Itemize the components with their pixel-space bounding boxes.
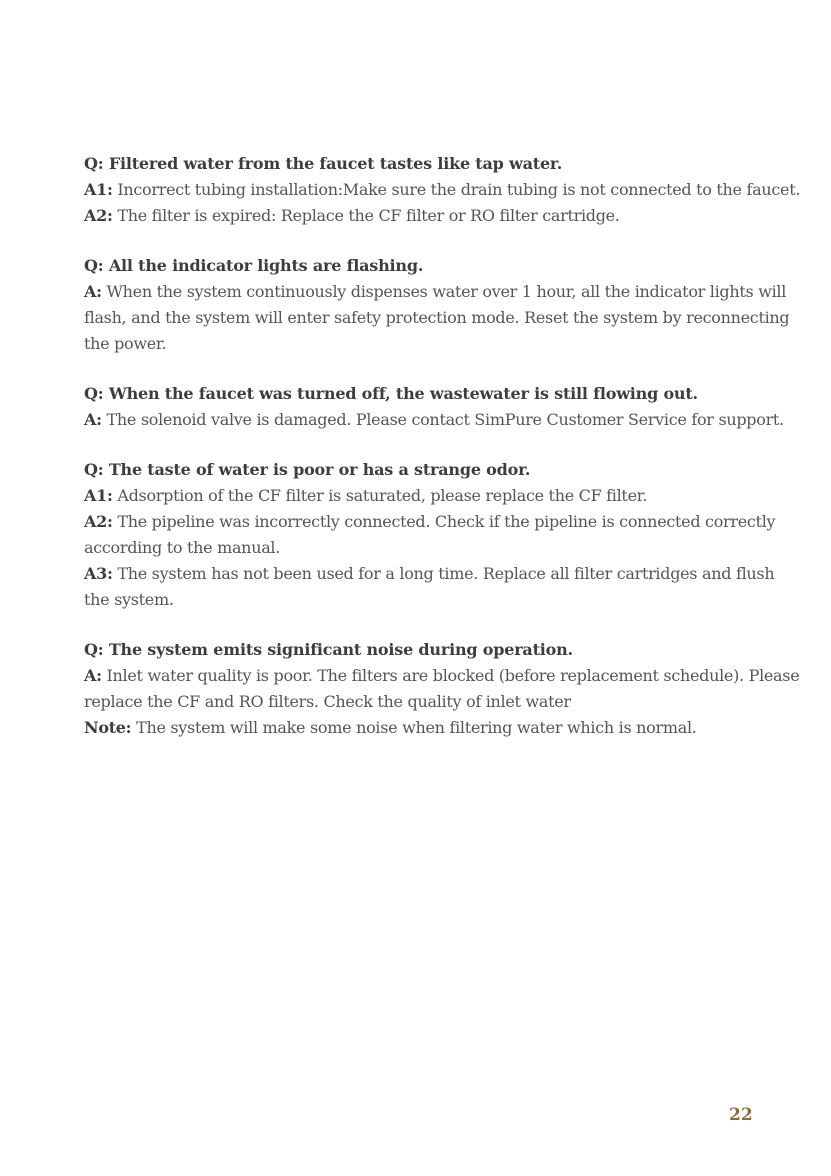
faq-content [84, 151, 804, 765]
answer-text: Incorrect tubing installation:Make sure the drain tubing is not connected to the faucet. [112, 180, 801, 199]
page-number: 22 [729, 1105, 753, 1125]
answer [84, 177, 804, 203]
faq-item [84, 381, 804, 433]
answer [84, 561, 804, 613]
answer-label: A2: [84, 206, 113, 225]
faq-item [84, 151, 804, 229]
answer [84, 407, 804, 433]
note [84, 715, 804, 741]
answer-text: When the system continuously dispenses water over 1 hour, all the indicator lights will flash, and the system will enter safety protection mode. Reset the system by reconnecting the power. [84, 282, 790, 353]
answer-text: Inlet water quality is poor. The filters are blocked (before replacement schedule). Please replace the CF and RO filters. Check the quality of inlet water [84, 666, 800, 711]
answer-label: A: [84, 282, 102, 301]
faq-item [84, 457, 804, 613]
question: Q: The taste of water is poor or has a strange odor. [84, 460, 531, 479]
answer-label: A: [84, 666, 102, 685]
answer [84, 279, 804, 357]
answer [84, 509, 804, 561]
note-label: Note: [84, 718, 132, 737]
answer-text: The pipeline was incorrectly connected. Check if the pipeline is connected correctly according to the manual. [84, 512, 776, 557]
answer [84, 483, 804, 509]
faq-item [84, 637, 804, 741]
answer-text: The solenoid valve is damaged. Please contact SimPure Customer Service for support. [101, 410, 784, 429]
question: Q: Filtered water from the faucet tastes like tap water. [84, 154, 563, 173]
answer-label: A: [84, 410, 102, 429]
answer-text: The system has not been used for a long time. Replace all filter cartridges and flush the system. [84, 564, 775, 609]
answer [84, 663, 804, 715]
question: Q: The system emits significant noise during operation. [84, 640, 573, 659]
answer-label: A2: [84, 512, 113, 531]
question: Q: When the faucet was turned off, the wastewater is still flowing out. [84, 384, 698, 403]
answer [84, 203, 804, 229]
note-text: The system will make some noise when filtering water which is normal. [131, 718, 697, 737]
question: Q: All the indicator lights are flashing. [84, 256, 424, 275]
answer-label: A1: [84, 486, 113, 505]
answer-text: The filter is expired: Replace the CF filter or RO filter cartridge. [112, 206, 620, 225]
answer-label: A1: [84, 180, 113, 199]
faq-item [84, 253, 804, 357]
answer-text: Adsorption of the CF filter is saturated, please replace the CF filter. [112, 486, 648, 505]
answer-label: A3: [84, 564, 113, 583]
